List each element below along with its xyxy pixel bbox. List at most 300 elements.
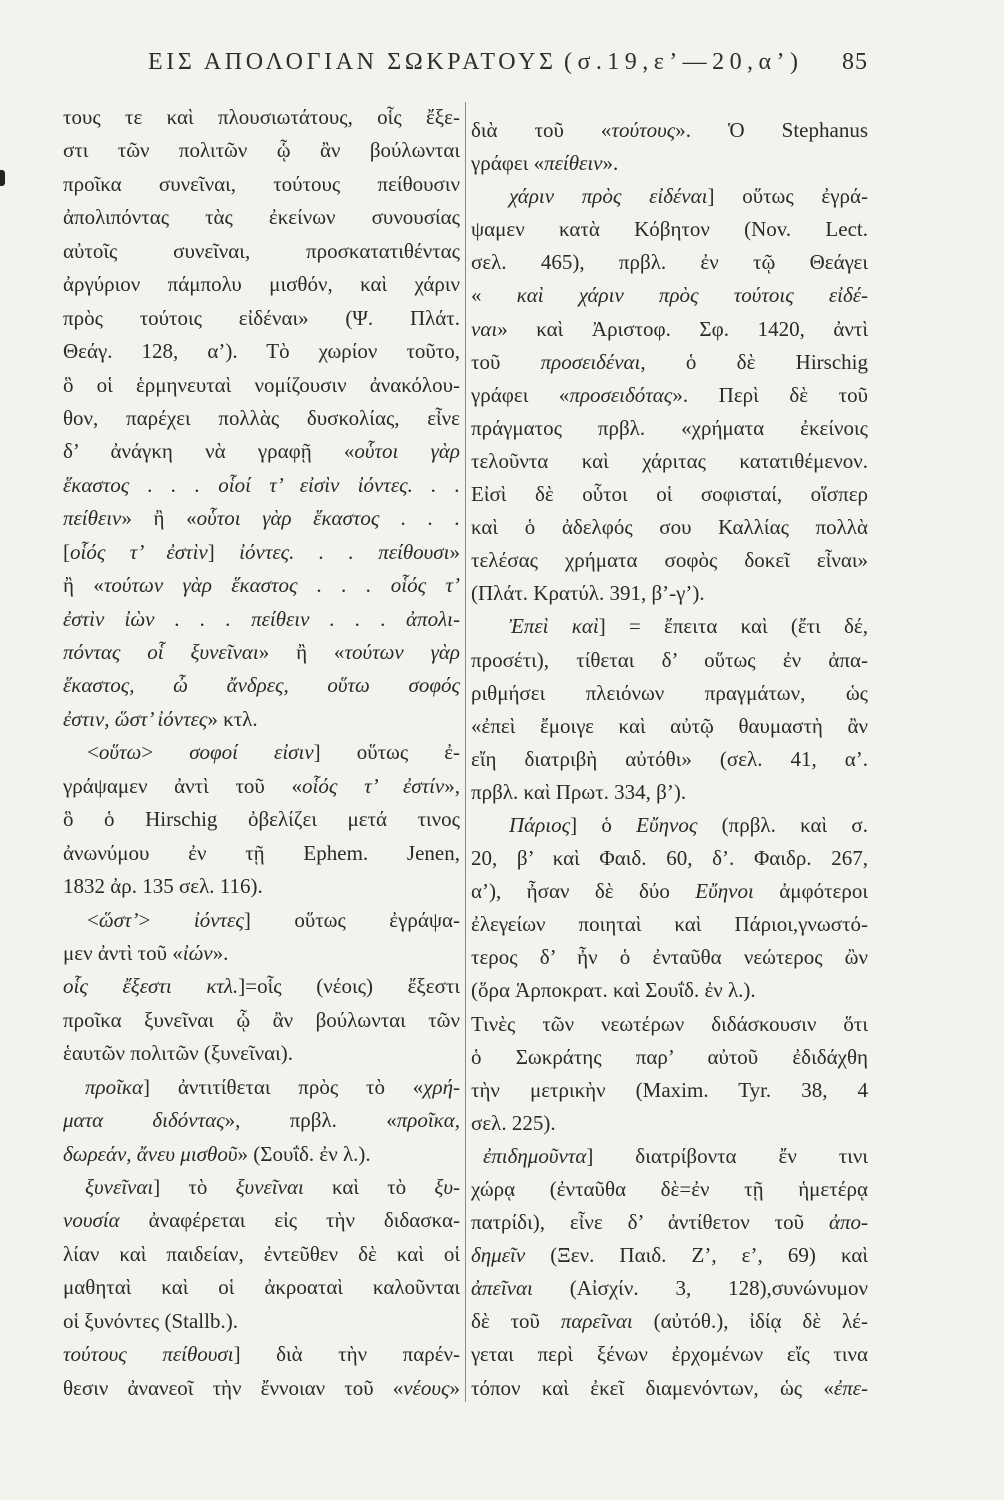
text-run: προῖκα ξυνεῖναι ᾧ ἂν βούλωνται τῶν [63,1007,460,1032]
text-run: πρβλ. καὶ Πρωτ. 334, β’). [471,779,687,804]
text-run: ἑαυτῶν πολιτῶν (ξυνεῖναι). [63,1041,294,1066]
line-text [63,669,460,702]
text-run: καὶ τὸ [303,1175,435,1199]
text-run: » καὶ Ἀριστοφ. Σφ. 1420, ἀντὶ [497,316,868,341]
text-run: ». Ὁ Stephanus [675,118,868,142]
text-run: γράφει « [471,151,545,176]
line-text [471,1338,868,1371]
text-line [63,134,460,167]
text-run: > [141,740,190,765]
text-run: τοῦ [471,349,541,374]
line-text [471,1372,868,1405]
text-line [471,1173,868,1206]
text-run: », [444,773,461,798]
line-text [471,279,868,312]
text-run: εἴη διατριβὴ αὐτόθι» (σελ. 41, α’. [471,746,868,771]
text-run: ] διατρίβοντα ἔν τινι [586,1143,868,1168]
text-line [471,1272,868,1305]
text-run: «ἐπεὶ ἔμοιγε καὶ αὐτῷ θαυμαστὴ ἂν [471,713,868,738]
line-text [471,412,868,445]
text-run: < [87,907,99,932]
text-run: (Πλάτ. Κρατύλ. 391, β’-γ’). [471,581,705,606]
line-text [471,974,756,1007]
text-run: » [449,539,460,564]
line-text [471,908,868,941]
text-run: 20, β’ καὶ Φαιδ. 60, δ’. Φαιδρ. 267, [471,846,868,871]
text-line [63,803,460,836]
italic-text-run: χρή- [423,1074,460,1099]
line-text [63,636,460,669]
text-run: πρὸς τούτοις εἰδέναι» (Ψ. Πλάτ. [63,305,460,330]
text-line [471,842,868,875]
line-text [63,268,460,301]
line-text [63,235,460,268]
line-text [63,1338,460,1371]
text-line [471,1041,868,1074]
line-text [471,644,868,677]
text-run: τελοῦντα καὶ χάριτας κατατιθέμενον. [471,448,868,473]
text-run: (Ξεν. Παιδ. Ζ’, ε’, 69) καὶ [525,1243,868,1268]
text-line [63,937,460,970]
text-line [471,809,868,842]
text-line [471,1206,868,1239]
text-run: τόπον καὶ ἐκεῖ διαμενόντων, ὡς « [471,1375,834,1400]
text-run: προσέτι), τίθεται δ’ οὕτως ἐν ἀπα- [471,647,868,672]
text-run: ] οὕτως ἐ- [313,740,461,765]
text-run: μεν ἀντὶ τοῦ « [63,940,183,965]
italic-text-run: δωρεάν, ἄνευ μισθοῦ [63,1141,238,1166]
line-text [471,511,868,544]
text-run: ἀναφέρεται εἰς τὴν διδασκα- [119,1208,460,1233]
line-text [63,770,460,803]
italic-text-run: ἐστιν, ὥστ’ ἰόντες [63,706,208,731]
italic-text-run: τούτους πείθουσι [63,1342,234,1367]
line-text [63,803,460,836]
left-text-column [63,101,460,1405]
italic-text-run: τούτων γὰρ ἕκαστος . . . οἷός τ’ [103,573,460,598]
line-text [63,1204,460,1237]
text-line [471,313,868,346]
italic-text-run: ἐπιδημοῦντα [483,1143,587,1168]
italic-text-run: οἷς ἔξεστι κτλ. [63,974,239,999]
text-line [63,904,460,937]
italic-text-run: πείθειν [544,151,603,176]
line-text [471,677,868,710]
line-text [509,610,868,643]
text-line [471,677,868,710]
text-line [471,246,868,279]
italic-text-run: οἷός τ’ ἐστὶν [70,539,208,564]
line-text [471,1074,868,1107]
italic-text-run: ξυ- [434,1175,460,1199]
line-text [483,1140,868,1173]
text-run: , ὁ δὲ Hirschig [640,349,868,374]
text-run: τερος δ’ ἦν ὁ ἐνταῦθα νεώτερος ὢν [471,945,868,970]
text-run: πράγματος πρβλ. «χρήματα ἐκείνοις [471,415,868,440]
italic-text-run: ἀπο- [828,1210,868,1235]
text-line [63,268,460,301]
line-text [63,1104,460,1137]
text-run: τὴν μετρικὴν (Maxim. Tyr. 38, 4 [471,1077,868,1102]
text-run: ἀπολιπόντας τὰς ἐκείνων συνουσίας [63,205,460,230]
line-text [471,147,618,180]
text-run: ». [602,151,619,176]
line-text [63,970,460,1003]
italic-text-run: σοφοί εἰσιν [189,740,314,765]
text-line [63,1138,460,1171]
line-text [63,870,263,903]
text-run: γεται περὶ ξένων ἐρχομένων εἴς τινα [471,1342,868,1367]
line-text [471,941,868,974]
text-line [471,743,868,776]
text-line [63,1171,460,1204]
line-text [63,101,460,134]
text-line [63,435,460,468]
line-text [63,201,460,234]
line-text [63,435,460,468]
text-run: ὁ Σωκράτης παρ’ αὐτοῦ ἐδιδάχθη [471,1044,868,1069]
italic-text-run: ἰόντες [193,907,244,932]
text-line [471,710,868,743]
italic-text-run: προῖκα [85,1074,144,1099]
text-run: (Αἰσχίν. 3, 128),συνώνυμον [532,1276,868,1301]
text-run: ] ὁ [570,812,637,837]
text-line [471,908,868,941]
line-text [471,213,868,246]
italic-text-run: οἷός τ’ ἐστίν [302,773,445,798]
line-text [471,313,868,346]
text-line [471,412,868,445]
italic-text-run: ξυνεῖναι [85,1175,154,1199]
italic-text-run: χάριν πρὸς εἰδέναι [509,184,708,209]
text-run: ] οὕτως ἐγρά- [707,184,868,209]
text-run: καὶ ὁ ἀδελφός σου Καλλίας πολλὰ [471,515,868,540]
italic-text-run: οὕτω [98,740,142,765]
scan-mark [0,170,5,186]
text-run: οἱ ξυνόντες (Stallb.). [63,1308,238,1333]
text-line [471,379,868,412]
text-run: ] [207,539,240,564]
text-line [63,335,460,368]
text-line [63,402,460,435]
running-head-title: ΕΙΣ ΑΠΟΛΟΓΙΑΝ ΣΩΚΡΑΤΟΥΣ [148,49,557,75]
page-number: 85 [842,49,868,75]
text-line [63,1204,460,1237]
text-line [63,536,460,569]
italic-text-run: ὥστ’ [98,907,139,932]
text-run: ». [212,940,229,965]
italic-text-run: πόντας οἷ ξυνεῖναι [63,640,259,664]
text-line [471,213,868,246]
line-text [471,1173,868,1206]
line-text [63,703,258,736]
text-run: ἀνωνύμου ἐν τῇ Ephem. Jenen, [63,840,460,865]
text-line [471,1338,868,1371]
text-line [63,168,460,201]
line-text [471,1041,868,1074]
text-run: γράψαμεν ἀντὶ τοῦ « [63,773,303,798]
text-line [471,346,868,379]
text-run: Τινὲς τῶν νεωτέρων διδάσκουσιν ὅτι [471,1011,868,1036]
line-text [471,1272,868,1305]
italic-text-run: ναι [471,316,498,341]
text-line [471,1008,868,1041]
text-line [471,114,868,147]
text-line [471,644,868,677]
text-run: » ἢ « [121,506,197,531]
right-text-column [471,114,868,1405]
text-run: ἐλεγείων ποιηταὶ καὶ Πάριοι,γνωστό- [471,912,868,937]
italic-text-run: οὗτοι γὰρ ἕκαστος . . . [196,506,461,531]
line-text [471,842,868,875]
text-run: », πρβλ. « [224,1108,397,1133]
line-text [63,1372,460,1405]
text-run: « [471,283,517,308]
text-run: θον, παρέχει πολλὰς δυσκολίας, εἶνε [63,405,460,430]
text-run: δ’ ἀνάγκη νὰ γραφῇ « [63,439,355,464]
line-text [63,603,460,636]
line-text [509,809,868,842]
text-run: ] ἀντιτίθεται πρὸς τὸ « [143,1074,424,1099]
text-line [471,279,868,312]
text-line [471,147,868,180]
text-line [471,776,868,809]
text-run: σελ. 465), πρβλ. ἐν τῷ Θεάγει [471,250,868,275]
line-text [63,569,460,602]
text-line [471,1140,868,1173]
line-text [509,180,868,213]
text-run: αὐτοῖς συνεῖναι, προσκατατιθέντας [63,238,460,263]
text-run: πατρίδι), εἶνε δ’ ἀντίθετον τοῦ [471,1210,829,1235]
line-text [63,502,460,535]
text-run: ὃ ὁ Hirschig ὀβελίζει μετά τινος [63,807,460,832]
text-line [471,1074,868,1107]
text-line [471,1239,868,1272]
italic-text-run: ἀπεῖναι [471,1276,533,1301]
text-line [63,770,460,803]
text-run: χώρᾳ (ἐνταῦθα δὲ=ἐν τῇ ἡμετέρᾳ [471,1177,868,1201]
italic-text-run: οὗτοι γὰρ [354,439,460,464]
line-text [471,577,705,610]
text-line [471,511,868,544]
italic-text-run: δημεῖν [471,1243,526,1268]
text-line [63,1338,460,1371]
text-run: Θεάγ. 128, α’). Τὸ χωρίον τοῦτο, [63,339,460,364]
column-divider [465,102,466,1402]
text-line [63,970,460,1003]
text-run: γράφει « [471,382,570,407]
text-line [471,544,868,577]
text-line [471,478,868,511]
line-text [471,1239,868,1272]
text-run: > [138,907,194,932]
text-line [471,577,868,610]
italic-text-run: ἰόντες. . . πείθουσι [239,539,450,564]
text-run: ] = ἔπειτα καὶ (ἔτι δέ, [598,614,868,639]
line-text [87,904,460,937]
text-line [63,569,460,602]
line-text [471,875,868,908]
line-text [63,168,460,201]
line-text [471,1206,868,1239]
text-line [471,1305,868,1338]
text-run: μαθηταὶ καὶ οἱ ἀκροαταὶ καλοῦνται [63,1275,460,1300]
line-text [63,1004,460,1037]
text-line [471,1372,868,1405]
text-line [63,1004,460,1037]
italic-text-run: ἕκαστος, ὦ ἄνδρες, οὕτω σοφός [63,673,460,698]
line-text [471,114,868,147]
text-line [63,1071,460,1104]
text-line [63,1372,460,1405]
text-line [63,837,460,870]
line-text [63,1238,460,1271]
text-run: προῖκα συνεῖναι, τούτους πείθουσιν [63,171,460,196]
text-line [63,669,460,702]
text-run: ριθμήσει πλειόνων πραγμάτων, ὡς [471,680,868,705]
line-text [63,134,460,167]
italic-text-run: Εὔηνοι [695,879,754,904]
text-line [471,941,868,974]
italic-text-run: Πάριος [509,812,571,837]
text-line [63,1104,460,1137]
text-run: ] οὕτως ἐγράψα- [243,907,460,932]
text-run: 1832 ἀρ. 135 σελ. 116). [63,874,263,899]
line-text [63,402,460,435]
text-line [63,603,460,636]
text-line [63,502,460,535]
line-text [471,776,686,809]
line-text [471,743,868,776]
line-text [63,536,460,569]
text-run: ἀργύριον πάμπολυ μισθόν, καὶ χάριν [63,272,460,297]
text-run: ὃ οἱ ἑρμηνευταὶ νομίζουσιν ἀνακόλου- [63,372,460,397]
text-run: ἢ « [63,573,104,598]
italic-text-run: νέους [403,1375,450,1400]
italic-text-run: ἐστὶν ἰὼν . . . πείθειν . . . ἀπολι- [63,606,460,631]
running-head-reference: (σ.19,ε’—20,α’) [564,49,804,75]
line-text [471,544,868,577]
text-run: διὰ τοῦ « [471,118,612,142]
text-run: ] τὸ [153,1175,236,1199]
line-text [471,379,868,412]
text-line [471,1107,868,1140]
text-run: τους τε καὶ πλουσιωτάτους, οἷς ἔξε- [63,105,460,129]
text-line [63,469,460,502]
italic-text-run: ματα διδόντας [63,1108,225,1133]
text-run: α’), ἦσαν δὲ δύο [471,879,696,904]
text-line [471,610,868,643]
line-text [63,837,460,870]
italic-text-run: πείθειν [63,506,122,531]
text-line [63,1238,460,1271]
text-line [63,736,460,769]
line-text [471,346,868,379]
text-line [471,875,868,908]
text-run: ἀμφότεροι [753,879,868,904]
line-text [63,302,460,335]
text-line [63,1271,460,1304]
italic-text-run: ἰών [182,940,213,965]
italic-text-run: τούτων γὰρ [344,640,460,664]
text-run: ». Περὶ δὲ τοῦ [672,382,868,407]
text-run: σελ. 225). [471,1110,556,1135]
text-line [63,636,460,669]
italic-text-run: νουσία [63,1208,120,1233]
line-text [471,1008,868,1041]
text-run: (αὐτόθ.), ἰδίᾳ δὲ λέ- [632,1309,868,1334]
line-text [471,478,868,511]
line-text [471,1107,556,1140]
text-run: < [87,740,99,765]
text-line [63,369,460,402]
italic-text-run: Ἐπεὶ καὶ [509,614,599,639]
text-run: θεσιν ἀνανεοῖ τὴν ἔννοιαν τοῦ « [63,1375,404,1400]
italic-text-run: ξυνεῖναι [235,1175,304,1199]
line-text [63,937,228,970]
text-line [63,201,460,234]
text-run: τελέσας χρήματα σοφὸς δοκεῖ εἶναι» [471,548,868,573]
line-text [63,335,460,368]
text-run: » (Σουΐδ. ἐν λ.). [237,1141,371,1166]
line-text [63,369,460,402]
text-run: Εἰσὶ δὲ οὗτοι οἱ σοφισταί, οἵσπερ [471,482,868,507]
line-text [471,710,868,743]
text-line [471,974,868,1007]
text-run: » κτλ. [207,706,258,731]
text-line [63,1037,460,1070]
italic-text-run: ἐπε- [833,1375,868,1400]
line-text [87,736,460,769]
text-line [471,180,868,213]
text-run: (ὅρα Ἁρποκρατ. καὶ Σουΐδ. ἐν λ.). [471,978,756,1003]
italic-text-run: προῖκα, [396,1108,461,1133]
italic-text-run: Εὔηνος [636,812,698,837]
text-run: [ [63,539,70,564]
italic-text-run: προσειδέναι [540,349,641,374]
line-text [85,1171,460,1204]
text-line [471,445,868,478]
text-run: ]=οἷς (νέοις) ἔξεστι [238,974,460,999]
text-run: δὲ τοῦ [471,1309,561,1334]
line-text [63,1271,460,1304]
italic-text-run: παρεῖναι [560,1309,633,1334]
line-text [63,1138,371,1171]
line-text [471,1305,868,1338]
line-text [63,469,460,502]
text-line [63,703,460,736]
text-run: » ἢ « [258,640,345,664]
line-text [471,246,868,279]
text-run: ψαμεν κατὰ Κόβητον (Nov. Lect. [471,217,868,242]
text-run: στι τῶν πολιτῶν ᾧ ἂν βούλωνται [63,138,460,163]
text-line [63,101,460,134]
text-line [63,235,460,268]
italic-text-run: τούτους [611,118,676,142]
text-run: ] διὰ τὴν παρέν- [233,1342,460,1367]
text-run: » [449,1375,460,1400]
text-line [63,870,460,903]
line-text [63,1305,238,1338]
text-line [63,1305,460,1338]
italic-text-run: προσειδότας [569,382,673,407]
line-text [63,1037,293,1070]
text-line [63,302,460,335]
text-run: (πρβλ. καὶ σ. [697,812,868,837]
text-run: λίαν καὶ παιδείαν, ἐντεῦθεν δὲ καὶ οἱ [63,1241,460,1266]
italic-text-run: καὶ χάριν πρὸς τούτοις εἰδέ- [516,283,869,308]
italic-text-run: ἕκαστος . . . οἷοί τ’ εἰσὶν ἰόντες. . . [63,472,460,497]
